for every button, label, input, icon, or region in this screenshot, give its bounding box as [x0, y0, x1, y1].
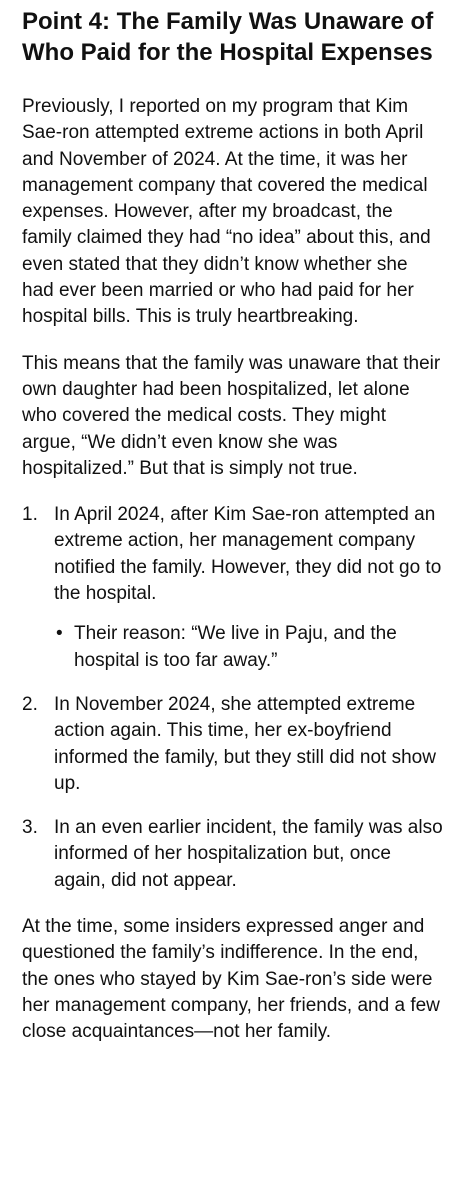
incident-list	[22, 502, 443, 894]
paragraph-family-unaware: This means that the family was unaware that their own daughter had been hospitalized, let alone who covered the medical costs. They might argue, “We didn’t even know she was hospitalized.” But that is simply not true.	[22, 352, 441, 479]
list-item-number: 3.	[22, 817, 38, 839]
bullet-icon: •	[56, 623, 63, 645]
list-item-number: 1.	[22, 504, 38, 526]
list-item-text: In November 2024, she attempted extreme action again. This time, her ex-boyfriend informed the family, but they still did not show up.	[54, 693, 436, 794]
sub-list-item-text: Their reason: “We live in Paju, and the hospital is too far away.”	[74, 623, 397, 671]
list-item	[22, 692, 443, 797]
list-item	[22, 502, 443, 674]
list-item-number: 2.	[22, 693, 38, 715]
sub-list-item	[54, 621, 443, 674]
article-heading: Point 4: The Family Was Unaware of Who Paid for the Hospital Expenses	[22, 8, 434, 66]
paragraph-closing: At the time, some insiders expressed anger and questioned the family’s indifference. In the end, the ones who stayed by Kim Sae-ron’s side were her management company, her friends, and a few close acquaintances—not her family.	[22, 916, 440, 1043]
paragraph-previous-report: Previously, I reported on my program that Kim Sae-ron attempted extreme actions in both April and November of 2024. At the time, it was her management company that covered the medical expenses. However, after my broadcast, the family claimed they had “no idea” about this, and even stated that they didn’t know whether she had ever been married or who had paid for her hospital bills. This is truly heartbreaking.	[22, 96, 431, 328]
list-item-text: In April 2024, after Kim Sae-ron attempted an extreme action, her management company notified the family. However, they did not go to the hospital.	[54, 504, 442, 605]
list-item	[22, 815, 443, 894]
list-item-text: In an even earlier incident, the family was also informed of her hospitalization but, once again, did not appear.	[54, 817, 443, 891]
